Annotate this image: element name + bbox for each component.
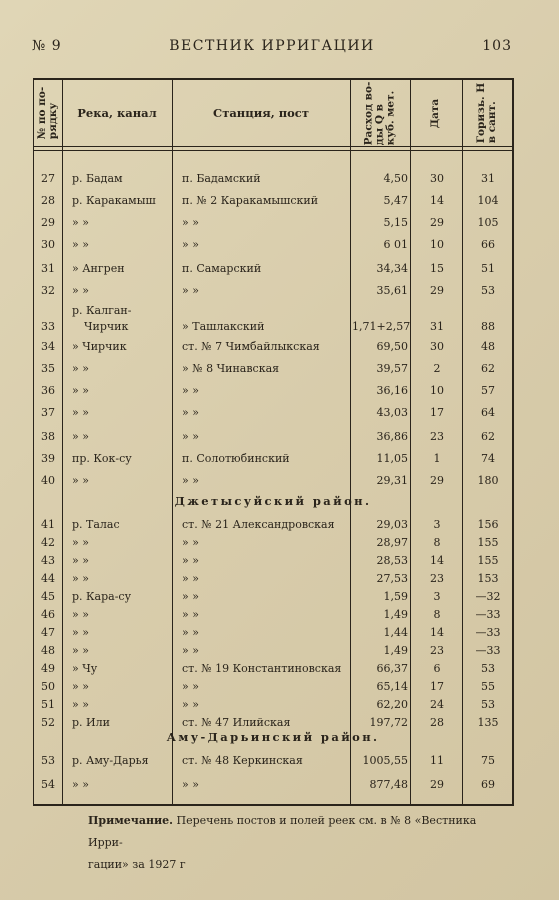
river-cell: » » <box>72 778 89 791</box>
river-cell: » Чирчик <box>72 340 127 353</box>
flow-cell: 29,03 <box>376 518 408 531</box>
table-row <box>34 754 512 774</box>
river-cell: » » <box>72 430 89 443</box>
river-cell: » » <box>72 474 89 487</box>
table-row <box>34 194 512 214</box>
height-cell: 105 <box>477 216 499 229</box>
river-cell: » Чу <box>72 662 98 675</box>
height-cell: 66 <box>481 238 495 251</box>
station-cell: » » <box>182 778 199 791</box>
height-cell: 31 <box>481 172 495 185</box>
row-number: 54 <box>41 778 55 791</box>
river-cell: р. Калган- <box>72 304 132 317</box>
river-cell: » » <box>72 216 89 229</box>
height-cell: —33 <box>475 644 501 657</box>
date-cell: 3 <box>433 518 441 531</box>
station-cell: » » <box>182 238 199 251</box>
row-number: 35 <box>41 362 55 375</box>
date-cell: 11 <box>430 754 444 767</box>
station-cell: » Ташлакский <box>182 320 265 333</box>
row-number: 28 <box>41 194 55 207</box>
height-cell: 104 <box>477 194 499 207</box>
station-cell: » » <box>182 216 199 229</box>
row-number: 45 <box>41 590 55 603</box>
table-row <box>34 590 512 610</box>
river-cell: » » <box>72 554 89 567</box>
flow-cell: 11,05 <box>376 452 408 465</box>
footnote-label: Примечание. <box>88 814 174 827</box>
date-cell: 31 <box>430 320 444 333</box>
station-cell: » » <box>182 608 199 621</box>
table-row <box>34 284 512 304</box>
height-cell: 62 <box>481 362 495 375</box>
flow-cell: 1005,55 <box>362 754 408 767</box>
table-row <box>34 680 512 700</box>
station-cell: ст. № 21 Александровская <box>182 518 335 531</box>
date-cell: 29 <box>430 778 444 791</box>
station-cell: ст. № 47 Илийская <box>182 716 291 729</box>
row-number: 40 <box>41 474 55 487</box>
col-header-no: № по по- рядку <box>36 86 59 140</box>
row-number: 52 <box>41 716 55 729</box>
date-cell: 2 <box>433 362 441 375</box>
river-cell: » » <box>72 238 89 251</box>
table-row <box>34 474 512 494</box>
flow-cell: 39,57 <box>376 362 408 375</box>
row-number: 48 <box>41 644 55 657</box>
river-cell: » » <box>72 698 89 711</box>
row-number: 53 <box>41 754 55 767</box>
station-cell: ст. № 19 Константиновская <box>182 662 342 675</box>
date-cell: 1 <box>433 452 441 465</box>
section-heading-dzhetysu: Джетысуйский район. <box>174 494 372 508</box>
table-row <box>34 216 512 236</box>
station-cell: » » <box>182 474 199 487</box>
flow-cell: 197,72 <box>369 716 408 729</box>
table-row <box>34 662 512 682</box>
flow-cell: 66,37 <box>376 662 408 675</box>
flow-cell: 28,53 <box>376 554 408 567</box>
station-cell: » » <box>182 406 199 419</box>
flow-cell: 1,44 <box>383 626 408 639</box>
height-cell: —32 <box>475 590 501 603</box>
height-cell: 88 <box>481 320 495 333</box>
date-cell: 14 <box>430 194 444 207</box>
height-cell: 135 <box>477 716 499 729</box>
table-row <box>34 452 512 472</box>
row-number: 31 <box>41 262 55 275</box>
station-cell: » » <box>182 590 199 603</box>
running-head <box>32 38 512 58</box>
station-cell: п. Самарский <box>182 262 262 275</box>
col-header-height: Горизь. Н в сант. <box>475 82 499 144</box>
river-cell: р. Кара-су <box>72 590 132 603</box>
flow-cell: 65,14 <box>376 680 408 693</box>
table-row <box>34 384 512 404</box>
row-number: 46 <box>41 608 55 621</box>
row-number: 43 <box>41 554 55 567</box>
river-cell: Чирчик <box>84 320 129 333</box>
height-cell: 57 <box>481 384 495 397</box>
row-number: 29 <box>41 216 55 229</box>
river-cell: » Ангрен <box>72 262 125 275</box>
river-cell: р. Бадам <box>72 172 123 185</box>
journal-title: ВЕСТНИК ИРРИГАЦИИ <box>169 38 375 54</box>
date-cell: 29 <box>430 474 444 487</box>
flow-cell: 69,50 <box>376 340 408 353</box>
footnote <box>88 810 512 876</box>
river-cell: » » <box>72 572 89 585</box>
station-cell: п. № 2 Каракамышский <box>182 194 319 207</box>
row-number: 32 <box>41 284 55 297</box>
height-cell: 180 <box>477 474 499 487</box>
row-number: 50 <box>41 680 55 693</box>
height-cell: 53 <box>481 284 495 297</box>
height-cell: 55 <box>481 680 495 693</box>
date-cell: 29 <box>430 284 444 297</box>
header-rule <box>34 146 512 147</box>
table-row <box>34 572 512 592</box>
date-cell: 24 <box>430 698 444 711</box>
height-cell: 53 <box>481 698 495 711</box>
flow-cell: 34,34 <box>376 262 408 275</box>
row-number: 44 <box>41 572 55 585</box>
table-row <box>34 778 512 798</box>
flow-cell: 5,15 <box>383 216 408 229</box>
river-cell: » » <box>72 626 89 639</box>
date-cell: 10 <box>430 238 444 251</box>
row-number: 47 <box>41 626 55 639</box>
row-number: 27 <box>41 172 55 185</box>
table-row <box>34 554 512 574</box>
flow-cell: 62,20 <box>376 698 408 711</box>
river-cell: » » <box>72 384 89 397</box>
river-cell: » » <box>72 680 89 693</box>
section-heading-amudarya: Аму-Дарьинский район. <box>166 730 380 744</box>
station-cell: » » <box>182 680 199 693</box>
height-cell: 153 <box>477 572 499 585</box>
col-header-date: Дата <box>429 98 442 128</box>
station-cell: » » <box>182 698 199 711</box>
station-cell: » » <box>182 572 199 585</box>
table-row <box>34 698 512 718</box>
date-cell: 10 <box>430 384 444 397</box>
table-row <box>34 304 512 340</box>
header-rule <box>34 150 512 151</box>
date-cell: 14 <box>430 626 444 639</box>
station-cell: » » <box>182 554 199 567</box>
station-cell: п. Бадамский <box>182 172 261 185</box>
flow-cell: 29,31 <box>376 474 408 487</box>
row-number: 30 <box>41 238 55 251</box>
row-number: 49 <box>41 662 55 675</box>
flow-cell: 27,53 <box>376 572 408 585</box>
flow-cell: 1,49 <box>383 644 408 657</box>
station-cell: » » <box>182 644 199 657</box>
flow-cell: 36,86 <box>376 430 408 443</box>
date-cell: 14 <box>430 554 444 567</box>
river-cell: » » <box>72 536 89 549</box>
page-number: 103 <box>482 38 512 54</box>
station-cell: » » <box>182 384 199 397</box>
flow-cell: 1,59 <box>383 590 408 603</box>
height-cell: 48 <box>481 340 495 353</box>
row-number: 33 <box>41 320 55 333</box>
row-number: 36 <box>41 384 55 397</box>
flow-cell: 6 01 <box>383 238 408 251</box>
date-cell: 17 <box>430 406 444 419</box>
footnote-text: Перечень постов и полей реек см. в № 8 «Вестника Ирри- <box>88 814 477 849</box>
table-row <box>34 626 512 646</box>
river-cell: » » <box>72 644 89 657</box>
row-number: 38 <box>41 430 55 443</box>
date-cell: 8 <box>433 536 441 549</box>
station-cell: » № 8 Чинавская <box>182 362 280 375</box>
river-cell: р. Талас <box>72 518 120 531</box>
col-header-station: Станция, пост <box>213 106 309 120</box>
table-row <box>34 644 512 664</box>
station-cell: ст. № 7 Чимбайлыкская <box>182 340 320 353</box>
station-cell: ст. № 48 Керкинская <box>182 754 303 767</box>
date-cell: 3 <box>433 590 441 603</box>
flow-cell: 28,97 <box>376 536 408 549</box>
river-cell: » » <box>72 284 89 297</box>
date-cell: 23 <box>430 644 444 657</box>
river-cell: » » <box>72 406 89 419</box>
height-cell: —33 <box>475 608 501 621</box>
table-row <box>34 262 512 282</box>
river-cell: р. Или <box>72 716 110 729</box>
table-row <box>34 608 512 628</box>
flow-cell: 1,49 <box>383 608 408 621</box>
river-cell: р. Аму-Дарья <box>72 754 149 767</box>
height-cell: 75 <box>481 754 495 767</box>
station-cell: п. Солотюбинский <box>182 452 290 465</box>
height-cell: 155 <box>477 554 499 567</box>
date-cell: 28 <box>430 716 444 729</box>
row-number: 37 <box>41 406 55 419</box>
footnote-text-cont: гации» за 1927 г <box>88 858 186 871</box>
date-cell: 15 <box>430 262 444 275</box>
date-cell: 6 <box>433 662 441 675</box>
height-cell: 69 <box>481 778 495 791</box>
row-number: 51 <box>41 698 55 711</box>
table-row <box>34 172 512 192</box>
flow-cell: 35,61 <box>376 284 408 297</box>
river-cell: » » <box>72 608 89 621</box>
date-cell: 8 <box>433 608 441 621</box>
table-row <box>34 406 512 426</box>
col-header-river: Река, канал <box>77 106 157 120</box>
row-number: 42 <box>41 536 55 549</box>
height-cell: 64 <box>481 406 495 419</box>
row-number: 39 <box>41 452 55 465</box>
station-cell: » » <box>182 430 199 443</box>
flow-cell: 877,48 <box>369 778 408 791</box>
river-cell: р. Каракамыш <box>72 194 156 207</box>
station-cell: » » <box>182 536 199 549</box>
flow-cell: 43,03 <box>376 406 408 419</box>
height-cell: 62 <box>481 430 495 443</box>
height-cell: —33 <box>475 626 501 639</box>
col-header-flow: Расход во- ды Q в куб. мет. <box>362 81 397 145</box>
table-row <box>34 430 512 450</box>
table-row <box>34 362 512 382</box>
table-row <box>34 536 512 556</box>
height-cell: 51 <box>481 262 495 275</box>
date-cell: 29 <box>430 216 444 229</box>
flow-cell: 1,71+2,57 <box>352 320 411 333</box>
table-row <box>34 518 512 538</box>
river-cell: » » <box>72 362 89 375</box>
table-row <box>34 238 512 258</box>
station-cell: » » <box>182 284 199 297</box>
date-cell: 17 <box>430 680 444 693</box>
date-cell: 23 <box>430 430 444 443</box>
flow-cell: 36,16 <box>376 384 408 397</box>
row-number: 41 <box>41 518 55 531</box>
discharge-table <box>33 78 514 806</box>
height-cell: 156 <box>477 518 499 531</box>
flow-cell: 4,50 <box>383 172 408 185</box>
height-cell: 155 <box>477 536 499 549</box>
date-cell: 30 <box>430 340 444 353</box>
date-cell: 23 <box>430 572 444 585</box>
table-row <box>34 340 512 360</box>
height-cell: 74 <box>481 452 495 465</box>
height-cell: 53 <box>481 662 495 675</box>
date-cell: 30 <box>430 172 444 185</box>
river-cell: пр. Кок-су <box>72 452 132 465</box>
flow-cell: 5,47 <box>383 194 408 207</box>
station-cell: » » <box>182 626 199 639</box>
row-number: 34 <box>41 340 55 353</box>
issue-number: № 9 <box>32 38 62 54</box>
